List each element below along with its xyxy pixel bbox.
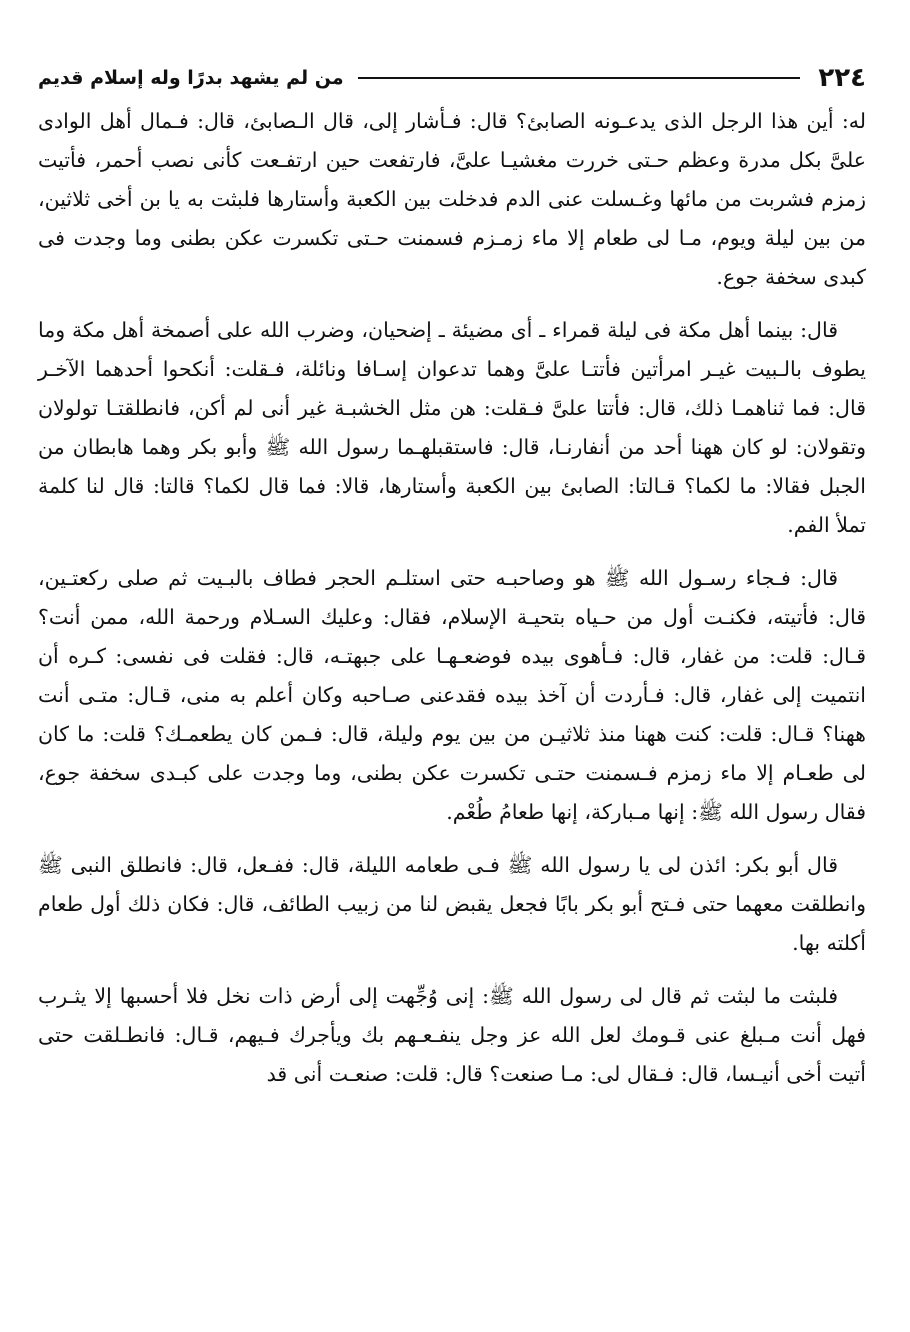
page-number: ٢٢٤ [818,63,866,93]
running-title: من لم يشهد بدرًا وله إسلام قديم [38,67,344,89]
paragraph: له: أين هذا الرجل الذى يدعـونه الصابئ؟ قال: فـأشار إلى، قال الـصابئ، قال: فـمال أهل الوادى علىَّ بكل مدرة وعظم حـتى خررت مغشيـا علىَّ، فارتفعت حين ارتفـعت كأنى نصب أحمر، فأتيت زمزم فشربت من مائها وغـسلت عنى الدم فدخلت بين الكعبة وأستارها فلبثت به يا بن أخى ثلاثين، من بين ليلة ويوم، مـا لى طعام إلا ماء زمـزم فسمنت حـتى تكسرت عكن بطنى وما وجدت فى كبدى سخفة جوع. [38,109,866,289]
page-header [38,60,866,96]
paragraph: فلبثت ما لبثت ثم قال لى رسول الله ﷺ: إنى وُجِّهت إلى أرض ذات نخل فلا أحسبها إلا يثـرب فهل أنت مـبلغ عنى قـومك لعل الله عز وجل ينفـعـهم بك ويأجرك فـيهم، قـال: فانطـلقت حتى أتيت أخى أنيـسا، قال: فـقال لى: مـا صنعت؟ قال: قلت: صنعـت أنى قد [38,984,866,1086]
body-text [38,102,866,1094]
header-rule [358,77,801,79]
paragraph: قال أبو بكر: ائذن لى يا رسول الله ﷺ فـى طعامه الليلة، قال: ففـعل، قال: فانطلق النبى ﷺ وانطلقت معهما حتى فـتح أبو بكر بابًا فجعل يقبض لنا من زبيب الطائف، قال: فكان ذلك أول طعام أكلته بها. [38,853,866,955]
paragraph: قال: فـجاء رسـول الله ﷺ هو وصاحبـه حتى استلـم الحجر فطاف بالبـيت ثم صلى ركعتـين، قال: فأتيته، فكنـت أول من حـياه بتحيـة الإسلام، فقال: وعليك السـلام ورحمة الله، ممن أنت؟ قـال: قلت: من غفار، قال: فـأهوى بيده فوضعـهـا على جبهتـه، قال: فقلت فى نفسى: كـره أن انتميت إلى غفار، قال: فـأردت أن آخذ بيده فقدعنى صـاحبه وكان أعلم به منى، قـال: متـى أنت ههنا؟ قـال: قلت: كنت ههنا منذ ثلاثيـن من بين يوم وليلة، قال: فـمن كان يطعمـك؟ قلت: ما كان لى طعـام إلا ماء زمزم فـسمنت حتـى تكسرت عكن بطنى، وما وجدت على كبـدى سخفة جوع، فقال رسول الله ﷺ: إنها مـباركة، إنها طعامُ طُعْم. [38,566,866,824]
paragraph: قال: بينما أهل مكة فى ليلة قمراء ـ أى مضيئة ـ إضحيان، وضرب الله على أصمخة أهل مكة وما يطوف بالـبيت غيـر امرأتين فأتتـا علىَّ وهما تدعوان إسـافا ونائلة، فـقلت: أنكحوا أحدهما الآخـر قال: فما ثناهمـا ذلك، قال: فأتتا علىَّ فـقلت: هن مثل الخشبـة غير أنى لم أكن، فانطلقتـا تولولان وتقولان: لو كان ههنا أحد من أنفارنـا، قال: فاستقبلهـما رسول الله ﷺ وأبو بكر وهما هابطان من الجبل فقالا: ما لكما؟ قـالتا: الصابئ بين الكعبة وأستارها، قالا: فما قال لكما؟ قالتا: قال لنا كلمة تملأ الفم. [38,318,866,537]
